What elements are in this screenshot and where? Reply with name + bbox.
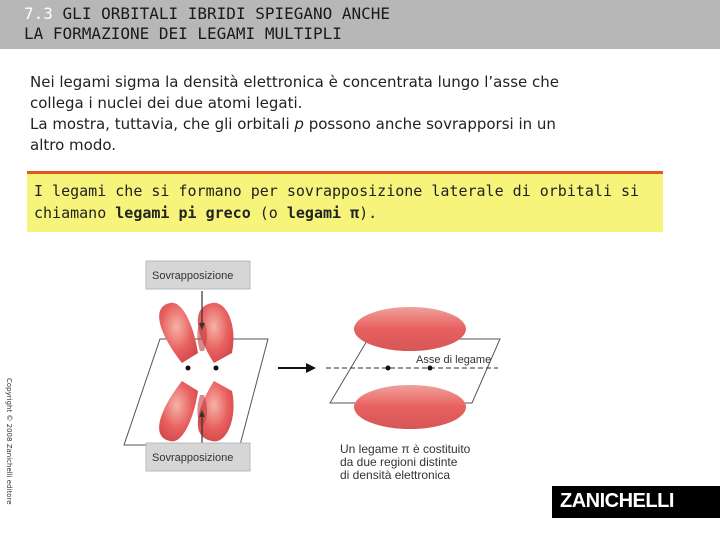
header-bar [0, 0, 720, 49]
definition-term-2: legami π [286, 204, 360, 222]
definition-term-1: legami pi greco [115, 204, 251, 222]
body-line-4: altro modo. [30, 136, 117, 154]
axis-label: Asse di legame [416, 354, 492, 366]
page-title [24, 4, 704, 44]
body-line-2: collega i nuclei dei due atomi legati. [30, 94, 303, 112]
label-bottom-text: Sovrapposizione [152, 452, 234, 464]
body-line-3 [30, 114, 680, 135]
label-box-bottom [146, 443, 250, 471]
body-line-3-pre: La mostra, tuttavia, che gli orbitali [30, 115, 295, 133]
upper-lobes [159, 303, 233, 363]
definition-post: ). [359, 204, 378, 222]
body-line-3-post: possono anche sovrapporsi in un [303, 115, 556, 133]
definition-text [34, 180, 659, 224]
process-arrowhead [306, 363, 316, 373]
body-line-1: Nei legami sigma la densità elettronica è concentrata lungo l’asse che [30, 73, 559, 91]
label-box-top [146, 261, 250, 289]
caption-line-1: Un legame π è costituito [340, 442, 471, 456]
pi-cloud-upper [354, 307, 466, 351]
title-line-1: GLI ORBITALI IBRIDI SPIEGANO ANCHE [62, 4, 391, 23]
nucleus-right [214, 366, 219, 371]
definition-line-1: I legami che si formano per sovrapposizione laterale di orbitali si [34, 182, 640, 200]
definition-line-2 [34, 202, 659, 224]
definition-pre: chiamano [34, 204, 116, 222]
nucleus-left [186, 366, 191, 371]
logo-text: ZANICHELLI [560, 490, 674, 512]
pi-bond-figure [120, 255, 510, 485]
lower-lobes [159, 381, 233, 441]
pi-cloud-lower [354, 385, 466, 429]
copyright-notice: Copyright © 2008 Zanichelli editore [5, 378, 13, 505]
nucleus-b [428, 366, 433, 371]
label-top-text: Sovrapposizione [152, 270, 234, 282]
definition-mid: (o [250, 204, 287, 222]
caption-line-2: da due regioni distinte [340, 455, 458, 469]
title-line-2: LA FORMAZIONE DEI LEGAMI MULTIPLI [24, 24, 342, 43]
caption-line-3: di densità elettronica [340, 468, 451, 482]
body-paragraph [30, 72, 680, 156]
definition-box [27, 171, 663, 232]
section-number: 7.3 [24, 4, 53, 23]
nucleus-a [386, 366, 391, 371]
publisher-logo [552, 486, 720, 518]
body-line-3-italic: p [294, 115, 304, 133]
